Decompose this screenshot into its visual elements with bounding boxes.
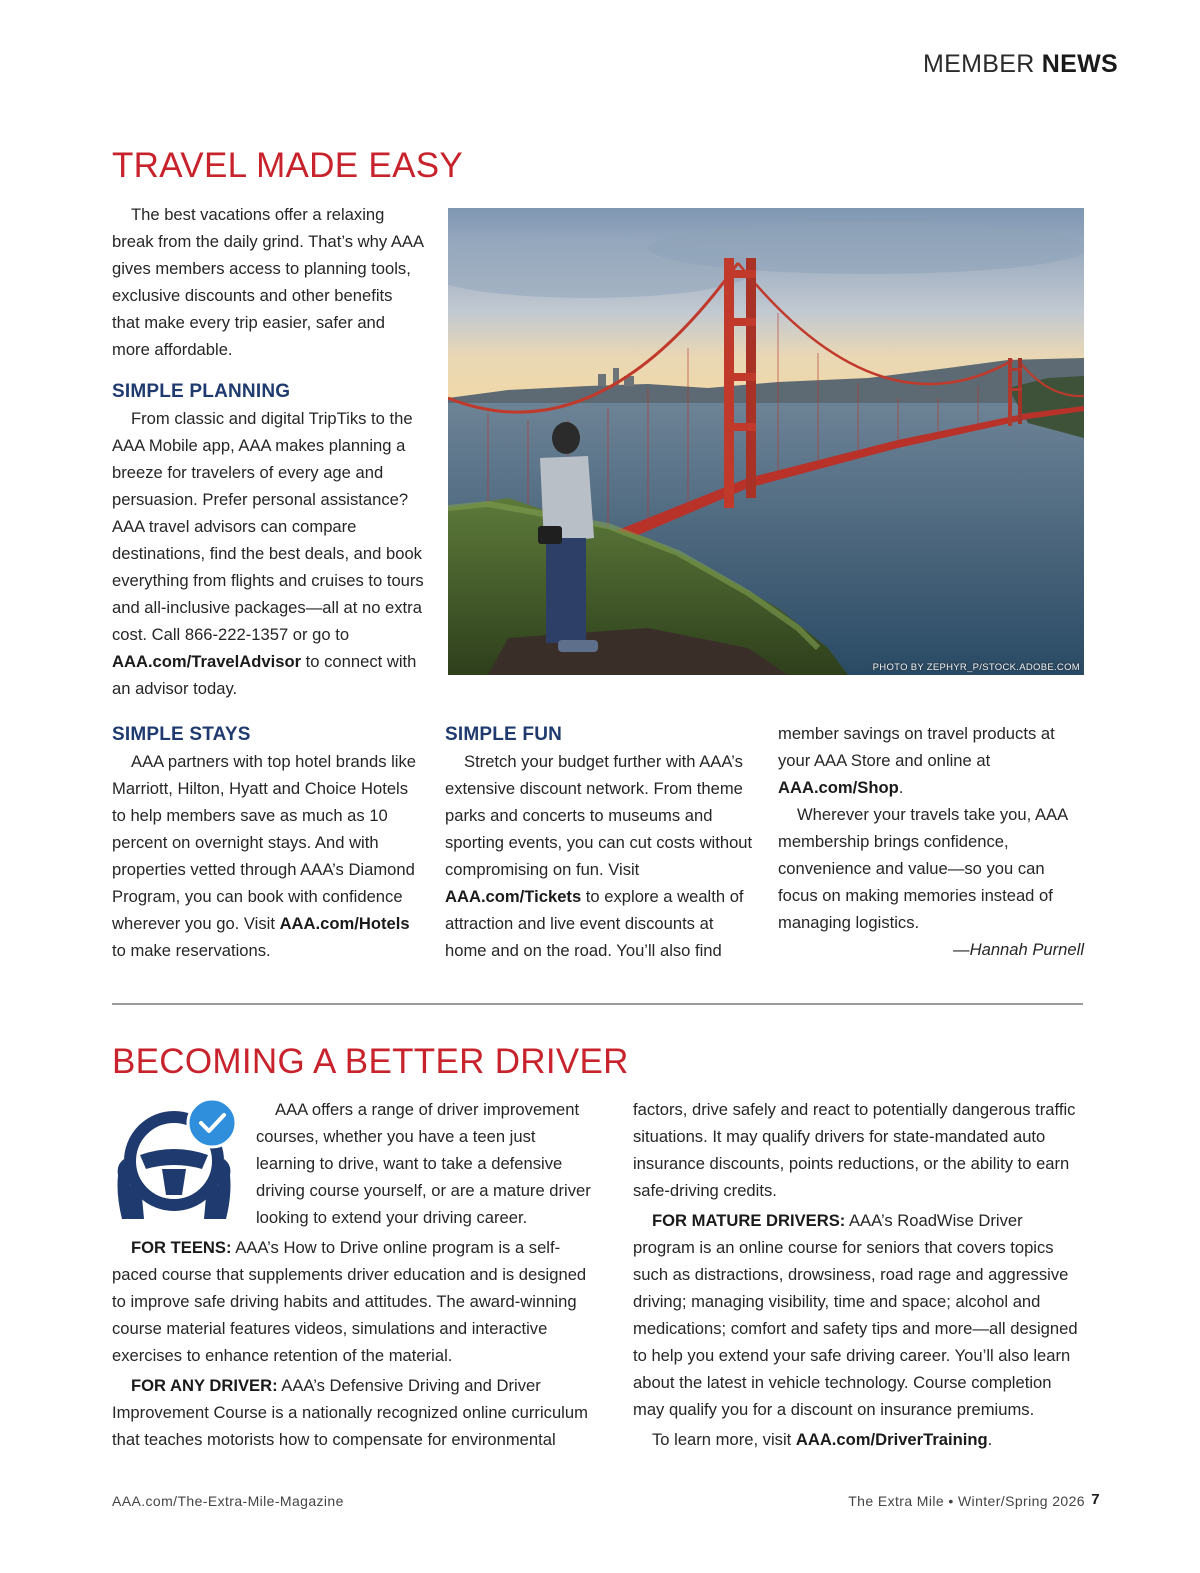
travel-advisor-link[interactable]: AAA.com/TravelAdvisor [112, 652, 302, 671]
learn-more-text: To learn more, visit [652, 1430, 796, 1449]
closing-text: Wherever your travels take you, AAA membership brings confidence, convenience and value—so you can focus on making memories instead of managing logistics. [778, 805, 1068, 932]
section-divider [112, 1003, 1083, 1005]
section-label [923, 50, 1118, 79]
any-driver-text [112, 1372, 596, 1453]
any-driver-label: FOR ANY DRIVER: [131, 1376, 278, 1395]
driver-column-1 [112, 1234, 596, 1453]
learn-more [633, 1426, 1085, 1453]
learn-more-end: . [987, 1430, 993, 1449]
golden-gate-bridge-photo [448, 208, 1084, 675]
stays-text [112, 748, 424, 964]
travel-column-3 [778, 720, 1084, 963]
mature-body: AAA’s RoadWise Driver program is an online course for seniors that covers topics such as distractions, drowsiness, road rage and aggressive driving; managing visibility, time and space; alcohol and medications; comfort and safety tips and more—all designed to help you extend your safe driving career. You’ll also learn about the latest in vehicle technology. Course completion may qualify you for a discount on insurance premiums. [633, 1211, 1078, 1419]
travel-intro: The best vacations offer a relaxing break from the daily grind. That’s why AAA gives members access to planning tools, exclusive discounts and other benefits that make every trip easier, safer and more affordable. [112, 205, 424, 359]
driver-intro-block [256, 1096, 596, 1231]
shop-text [778, 720, 1084, 801]
mature-label: FOR MATURE DRIVERS: [652, 1211, 846, 1230]
stays-text-body: AAA partners with top hotel brands like Marriott, Hilton, Hyatt and Choice Hotels to help members save as much as 10 percent on overnight stays. And with properties vetted through AAA’s Diamond Program, you can book with confidence wherever you go. Visit [112, 752, 417, 933]
teens-label: FOR TEENS: [131, 1238, 232, 1257]
fun-column [445, 724, 757, 964]
golden-gate-photo [448, 208, 1084, 675]
fun-text-end: to explore a wealth of attraction and live event discounts at home and on the road. You’ll also find [445, 887, 744, 960]
fun-text-body: Stretch your budget further with AAA’s extensive discount network. From theme parks and concerts to museums and sporting events, you can cut costs without compromising on fun. Visit [445, 752, 753, 879]
teens-body: AAA’s How to Drive online program is a self-paced course that supplements driver education and is designed to improve safe driving habits and attitudes. The award-winning course material features videos, simulations and interactive exercises to enhance retention of the material. [112, 1238, 587, 1365]
page-number: 7 [1091, 1491, 1100, 1508]
travel-title: TRAVEL MADE EASY [112, 146, 464, 185]
steering-wheel-check-icon [112, 1095, 242, 1223]
planning-text-body: From classic and digital TripTiks to the AAA Mobile app, AAA makes planning a breeze for travelers of every age and persuasion. Prefer personal assistance? AAA travel advisors can compare destinations, find the best deals, and book everything from flights and cruises to tours and all-inclusive packages—all at no extra cost. Call 866-222-1357 or go to [112, 409, 424, 644]
byline: —Hannah Purnell [953, 940, 1084, 959]
fun-heading: SIMPLE FUN [445, 724, 563, 745]
stays-text-end: to make reservations. [112, 941, 271, 960]
driver-intro: AAA offers a range of driver improvement courses, whether you have a teen just learning to drive, want to take a defensive driving course yourself, or are a mature driver looking to extend your driving career. [256, 1100, 591, 1227]
shop-link[interactable]: AAA.com/Shop [778, 778, 899, 797]
photo-credit: PHOTO BY ZEPHYR_P/STOCK.ADOBE.COM [872, 662, 1080, 673]
section-label-bold: NEWS [1041, 50, 1118, 78]
hotels-link[interactable]: AAA.com/Hotels [279, 914, 410, 933]
planning-text-end: to connect with an advisor today. [112, 652, 417, 698]
section-label-light: MEMBER [923, 50, 1035, 78]
shop-text-body: member savings on travel products at your AAA Store and online at [778, 724, 1055, 770]
planning-heading: SIMPLE PLANNING [112, 381, 291, 402]
mature-text [633, 1207, 1085, 1423]
tickets-link[interactable]: AAA.com/Tickets [445, 887, 582, 906]
footer-issue: The Extra Mile • Winter/Spring 2026 [848, 1493, 1085, 1509]
shop-text-end: . [898, 778, 904, 797]
driver-training-link[interactable]: AAA.com/DriverTraining [795, 1430, 988, 1449]
travel-column-1 [112, 201, 424, 702]
any-driver-body: AAA’s Defensive Driving and Driver Improvement Course is a nationally recognized online curriculum that teaches motorists how to compensate for environmental [112, 1376, 588, 1449]
stays-heading: SIMPLE STAYS [112, 724, 251, 745]
fun-text [445, 748, 757, 964]
driver-column-2 [633, 1096, 1085, 1453]
any-driver-continued: factors, drive safely and react to potentially dangerous traffic situations. It may qualify drivers for state-mandated auto insurance discounts, points reductions, or the ability to earn safe-driving credits. [633, 1100, 1076, 1200]
driver-title: BECOMING A BETTER DRIVER [112, 1042, 629, 1081]
stays-column [112, 724, 424, 964]
teens-text [112, 1234, 596, 1369]
planning-text [112, 405, 424, 702]
footer-url[interactable]: AAA.com/The-Extra-Mile-Magazine [112, 1493, 344, 1509]
